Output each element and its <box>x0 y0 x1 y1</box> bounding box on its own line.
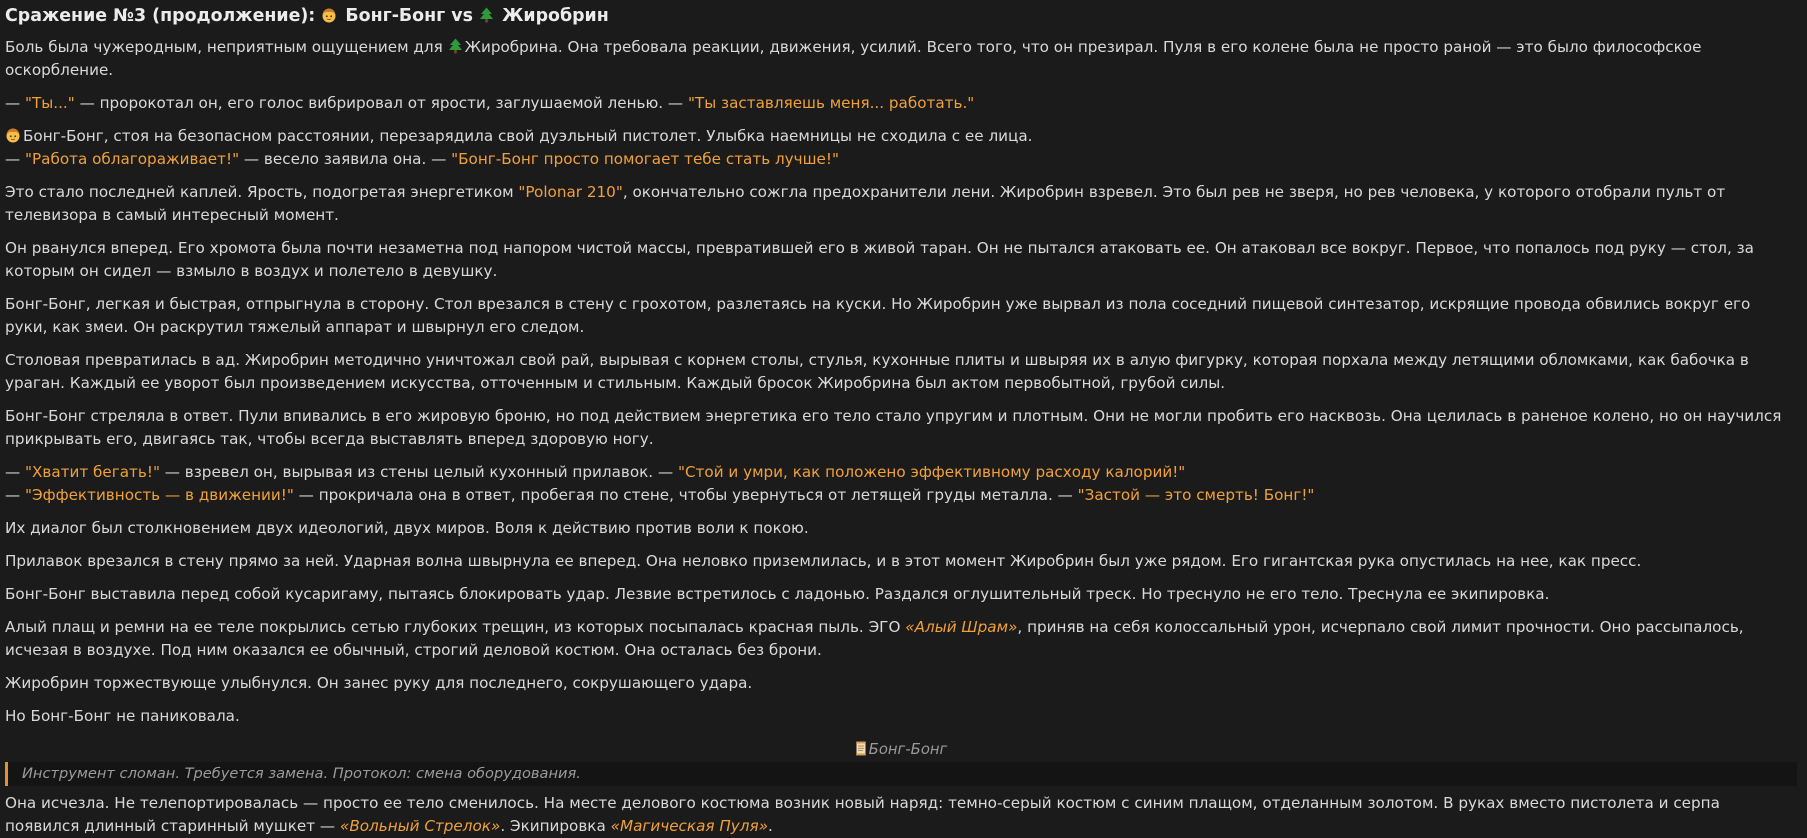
paragraph: Это стало последней каплей. Ярость, подогретая энергетиком "Polonar 210", окончательно сожгла предохранители лени. Жиробрин взревел. Это был рев не зверя, но рев человека, у которого отобрали пульт от телевизора в самый интересный момент. <box>5 183 1726 224</box>
dialogue-line: — "Эффективность — в движении!" — прокричала она в ответ, пробегая по стене, чтобы увернуться от летящей груды металла. — "Застой — это смерть! Бонг!" <box>5 486 1315 504</box>
girl-face-icon <box>321 7 337 23</box>
ego-name: «Магическая Пуля» <box>610 817 768 835</box>
battle-title <box>5 2 1797 30</box>
title-fighter-a: Бонг-Бонг <box>345 6 446 26</box>
paragraph: Но Бонг-Бонг не паниковала. <box>5 707 240 725</box>
quote: "Ты заставляешь меня... работать." <box>687 94 975 112</box>
paragraph: Бонг-Бонг, легкая и быстрая, отпрыгнула в сторону. Стол врезался в стену с грохотом, разлетаясь на куски. Но Жиробрин уже вырвал из пола соседний пищевой синтезатор, искрящие провода обвились вокруг его руки, как змеи. Он раскрутил тяжелый аппарат и швырнул его следом. <box>5 295 1751 336</box>
girl-face-icon <box>5 127 21 143</box>
paragraph: Бонг-Бонг стреляла в ответ. Пули впивались в его жировую броню, но под действием энергетика его тело стало упругим и плотным. Они не могли пробить его насквозь. Она целилась в раненое колено, но он научился прикрывать его, двигаясь так, чтобы всегда выставлять вперед здоровую ногу. <box>5 407 1782 448</box>
quote: "Бонг-Бонг просто помогает тебе стать лучше!" <box>451 150 839 168</box>
paragraph: Он рванулся вперед. Его хромота была почти незаметна под напором чистой массы, превратившей его в живой таран. Он не пытался атаковать ее. Он атаковал все вокруг. Первое, что попалось под руку — стол, за которым он сидел — взмыло в воздух и полетело в девушку. <box>5 239 1754 280</box>
paragraph: Столовая превратилась в ад. Жиробрин методично уничтожал свой рай, вырывая с корнем столы, стулья, кухонные плиты и швыряя их в алую фигурку, которая порхала между летящими обломками, как бабочка в ураган. Каждый ее уворот был произведением искусства, отточенным и стильным. Каждый бросок Жиробрина был актом первобытной, грубой силы. <box>5 351 1749 392</box>
paragraph: Боль была чужеродным, неприятным ощущением для Жиробрина. Она требовала реакции, движения, усилий. Всего того, что он презирал. Пуля в его колене была не просто раной — это было философское оскорбление. <box>5 38 1702 79</box>
speaker-label <box>5 738 1797 762</box>
paragraph: Прилавок врезался в стену прямо за ней. Ударная волна швырнула ее вперед. Она неловко приземлилась, и в этот момент Жиробрин был уже рядом. Его гигантская рука опустилась на нее, как пресс. <box>5 552 1642 570</box>
quote: "Застой — это смерть! Бонг!" <box>1077 486 1315 504</box>
quote: "Polonar 210" <box>518 183 623 201</box>
paragraph: Бонг-Бонг выставила перед собой кусаригаму, пытаясь блокировать удар. Лезвие встретилось с ладонью. Раздался оглушительный треск. Но треснуло не его тело. Треснула ее экипировка. <box>5 585 1550 603</box>
paragraph: Жиробрин торжествующе улыбнулся. Он занес руку для последнего, сокрушающего удара. <box>5 674 753 692</box>
scroll-icon <box>855 741 867 756</box>
ego-name: «Алый Шрам» <box>905 618 1018 636</box>
title-fighter-b: Жиробрин <box>502 6 609 26</box>
title-vs: vs <box>451 6 480 26</box>
dialogue-line: — "Работа облагораживает!" — весело заявила она. — "Бонг-Бонг просто помогает тебе стать лучше!" <box>5 150 839 168</box>
quote: "Хватит бегать!" <box>25 463 160 481</box>
quote: "Стой и умри, как положено эффективному расходу калорий!" <box>677 463 1186 481</box>
quote: "Ты..." <box>25 94 75 112</box>
paragraph: Она исчезла. Не телепортировалась — просто ее тело сменилось. На месте делового костюма возник новый наряд: темно-серый костюм с синим плащом, отделанным золотом. В руках вместо пистолета и серпа появился длинный старинный мушкет — «Вольный Стрелок». Экипировка «Магическая Пуля». <box>5 794 1720 835</box>
quote: "Работа облагораживает!" <box>25 150 240 168</box>
dialogue-line: — "Хватит бегать!" — взревел он, вырывая из стены целый кухонный прилавок. — "Стой и умри, как положено эффективному расходу калорий!" <box>5 463 1186 481</box>
ego-name: «Вольный Стрелок» <box>339 817 501 835</box>
dialogue-line: — "Ты..." — пророкотал он, его голос вибрировал от ярости, заглушаемой ленью. — "Ты заставляешь меня... работать." <box>5 94 975 112</box>
paragraph: Их диалог был столкновением двух идеологий, двух миров. Воля к действию против воли к покою. <box>5 519 809 537</box>
paragraph: Бонг-Бонг, стоя на безопасном расстоянии, перезарядила свой дуэльный пистолет. Улыбка наемницы не сходила с ее лица. <box>5 125 1797 148</box>
evergreen-tree-icon <box>479 7 494 23</box>
system-callout: Инструмент сломан. Требуется замена. Протокол: смена оборудования. <box>5 762 1797 786</box>
quote: "Эффективность — в движении!" <box>25 486 294 504</box>
title-prefix: Сражение №3 (продолжение): <box>5 6 322 26</box>
speaker-name: Бонг-Бонг <box>868 741 948 758</box>
paragraph: Алый плащ и ремни на ее теле покрылись сетью глубоких трещин, из которых посыпалась красная пыль. ЭГО «Алый Шрам», приняв на себя колоссальный урон, исчерпало свой лимит прочности. Оно рассыпалось, исчезая в воздухе. Под ним оказался ее обычный, строгий деловой костюм. Она осталась без брони. <box>5 618 1744 659</box>
evergreen-tree-icon <box>448 38 463 54</box>
